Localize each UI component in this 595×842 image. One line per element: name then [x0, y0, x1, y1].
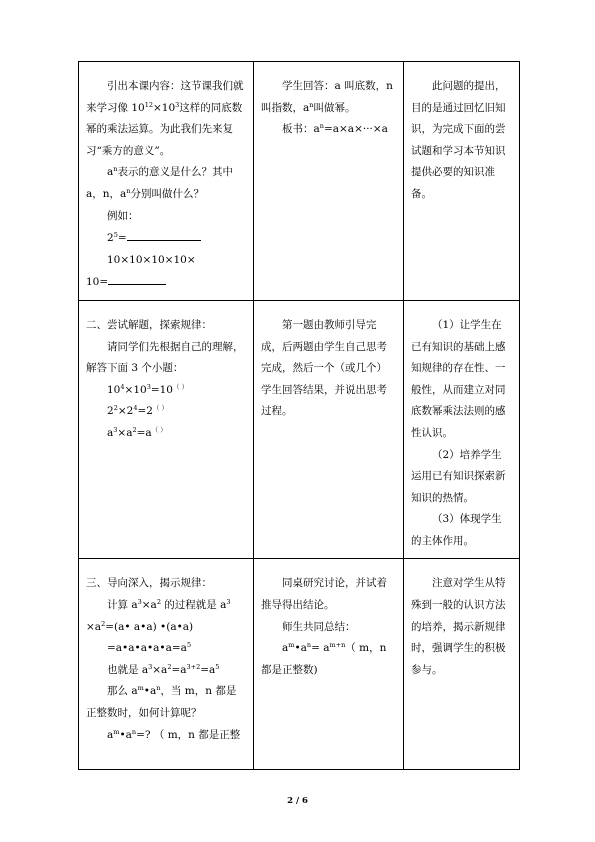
derivation-line-2: $\times a^2=(a•$ a•a) •(a•a) — [86, 619, 194, 633]
table-row — [79, 300, 520, 559]
rule-formula: $a^m•a^n= a^{m+n}$（ m，n 都是正整数) — [261, 641, 387, 676]
table-row — [79, 62, 520, 301]
student-answer: 学生回答：a 叫底数，n 叫指数，$a^n$叫做幂。 — [261, 80, 393, 114]
section-heading: 二、尝试解题，探索规律： — [86, 318, 212, 331]
general-formula-question: $a^m•a^n=$? （ m，n 都是正整 — [107, 727, 241, 741]
design-intent-cell — [404, 300, 520, 559]
derivation-line-3: $=a•a•a•a•a=a^5$ — [107, 641, 192, 655]
general-question: 那么 $a^m•a^n$，当 m，n 都是正整数时，如何计算呢？ — [86, 684, 237, 720]
example-line-3: 10= — [86, 271, 246, 294]
teacher-activity-cell — [79, 300, 254, 559]
summary-label: 师生共同总结： — [282, 620, 356, 633]
student-activity-cell — [254, 559, 404, 770]
example-label: 例如： — [107, 209, 139, 222]
board-writing: 板书：$a^n=a\times a\times\cdot\cdot\cdot\times a$ — [282, 122, 388, 136]
design-intent-3: （3）体现学生的主体作用。 — [411, 513, 502, 547]
page-number: 2 / 6 — [287, 796, 308, 806]
section-heading: 三、导向深入，揭示规律： — [86, 577, 212, 590]
teacher-activity-cell — [79, 559, 254, 770]
design-intent-cell — [404, 559, 520, 770]
instruction-paragraph: 请同学们先根据自己的理解，解答下面 3 个小题： — [86, 340, 244, 375]
design-intent-text: 此问题的提出，目的是通过回忆旧知识，为完成下面的尝试题和学习本节知识提供必要的知识准备。 — [411, 80, 506, 200]
student-activity-cell — [254, 62, 404, 301]
student-activity-cell — [254, 300, 404, 559]
design-intent-1: （1）让学生在已有知识的基础上感知规律的存在性、一般性，从而建立对同底数幂乘法法则的感性认识。 — [411, 318, 506, 439]
teacher-activity-cell — [79, 62, 254, 301]
exercise-3: $a^3\times a^2=a^{( )}$ — [107, 425, 167, 439]
student-activity-text: 同桌研究讨论，并试着推导得出结论。 — [261, 577, 387, 612]
lesson-plan-table — [78, 61, 520, 770]
exercise-1: $10^4\times 10^3=10^{( )}$ — [107, 382, 189, 396]
intro-paragraph: 引出本课内容：这节课我们就来学习像 $10^{12}\times 10^3$这样的同底数幂的乘法运算。为此我们先来复习“乘方的意义”。 — [86, 80, 244, 157]
derivation-line-4: 也就是 $a^3\times a^2=a^{3+2}=a^5$ — [107, 662, 220, 676]
design-intent-text: 注意对学生从特殊到一般的认识方法的培养，揭示新规律时，强调学生的积极参与。 — [411, 577, 506, 676]
exercise-2: $2^2\times 2^4=2^{( )}$ — [107, 404, 169, 418]
design-intent-cell — [404, 62, 520, 301]
example-line-2: 10×10×10×10× — [107, 253, 196, 266]
derivation-line-1: 计算 $a^3\times a^2$ 的过程就是 $a^3$ — [107, 598, 231, 612]
design-intent-2: （2）培养学生运用已有知识探索新知识的热情。 — [411, 448, 506, 504]
example-line-1: $2^5=$ — [86, 227, 246, 250]
table-row — [79, 559, 520, 770]
question-paragraph: $a^n$表示的意义是什么？其中 a，n，$a^n$分别叫做什么？ — [86, 165, 233, 200]
student-activity-text: 第一题由教师引导完成，后两题由学生自己思考完成，然后一个（或几个）学生回答结果，并说出思考过程。 — [261, 318, 387, 418]
